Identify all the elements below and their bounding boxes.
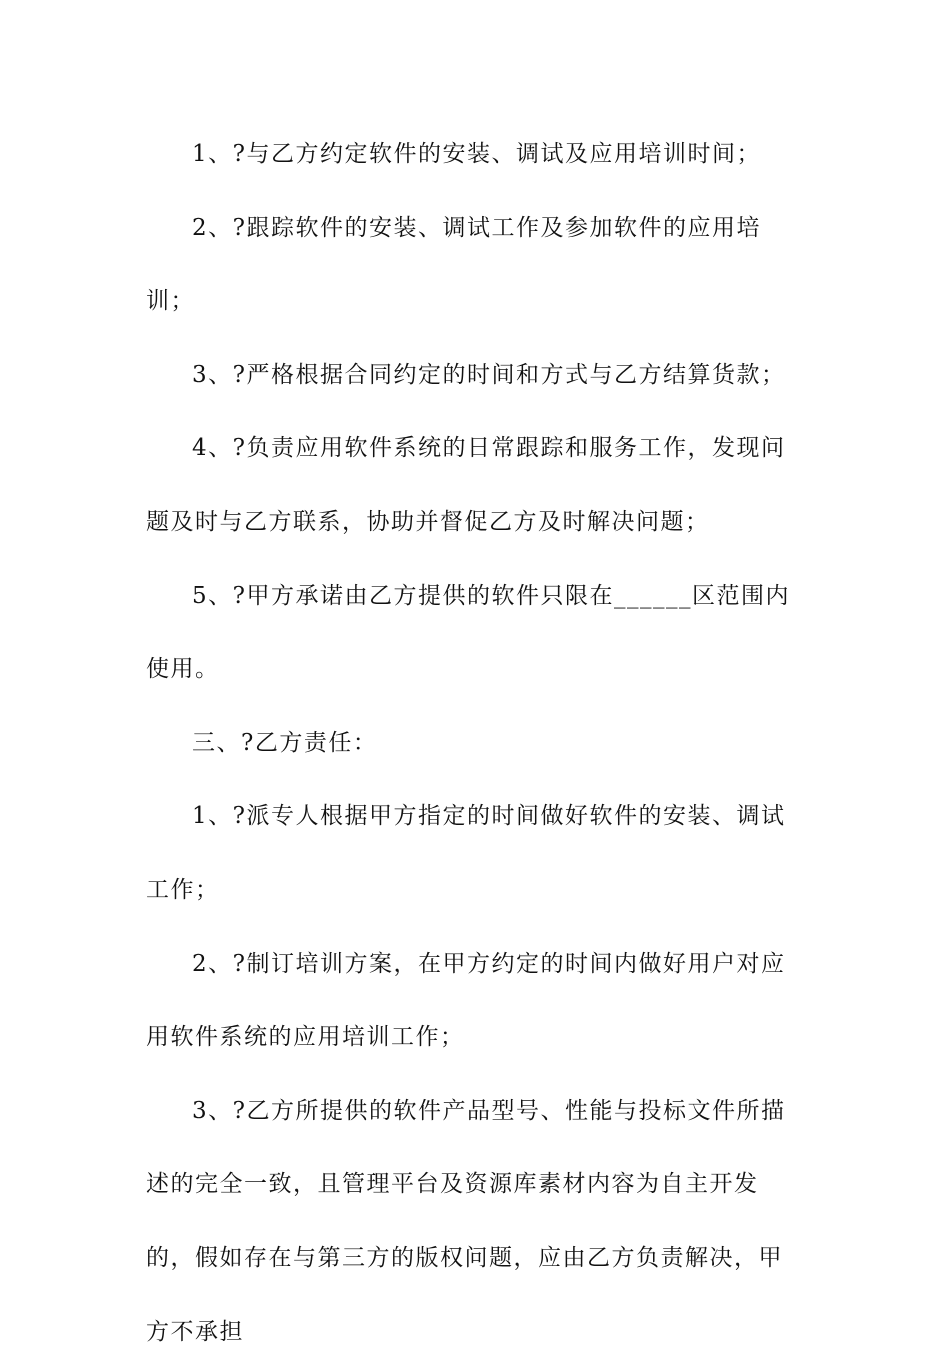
paragraph-party-b-3: 3、?乙方所提供的软件产品型号、性能与投标文件所描述的完全一致，且管理平台及资源库素材内容为自主开发的，假如存在与第三方的版权问题，应由乙方负责解决，甲方不承担 — [146, 1097, 786, 1345]
paragraph-party-a-2: 2、?跟踪软件的安装、调试工作及参加软件的应用培训； — [146, 214, 761, 315]
paragraph-party-a-3: 3、?严格根据合同约定的时间和方式与乙方结算货款； — [192, 361, 786, 388]
paragraph-party-a-1: 1、?与乙方约定软件的安装、调试及应用培训时间； — [192, 141, 761, 167]
paragraph-party-b-1: 1、?派专人根据甲方指定的时间做好软件的安装、调试工作； — [146, 803, 786, 903]
section-heading-party-b: 三、?乙方责任： — [192, 729, 378, 756]
paragraph-party-a-4: 4、?负责应用软件系统的日常跟踪和服务工作，发现问题及时与乙方联系，协助并督促乙方及时解决问题； — [146, 435, 786, 535]
document-body — [146, 118, 806, 1369]
paragraph-party-b-2: 2、?制订培训方案，在甲方约定的时间内做好用户对应用软件系统的应用培训工作； — [146, 950, 786, 1051]
paragraph-party-a-5: 5、?甲方承诺由乙方提供的软件只限在______区范围内使用。 — [146, 582, 790, 683]
